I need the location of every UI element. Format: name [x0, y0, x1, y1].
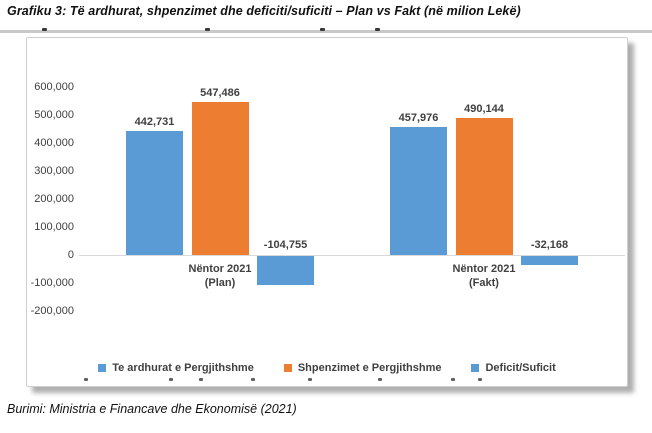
text-artifact — [251, 378, 255, 381]
legend-label: Te ardhurat e Pergjithshme — [112, 362, 254, 374]
chart-panel — [26, 37, 628, 387]
legend-label: Shpenzimet e Pergjithshme — [297, 362, 442, 374]
text-artifact — [375, 28, 380, 31]
x-axis-category-label: Nëntor 2021 — [452, 263, 516, 275]
legend-item-expenditures — [284, 362, 442, 374]
y-axis-tick-label: 400,000 — [34, 137, 74, 149]
text-artifact — [478, 378, 482, 381]
x-axis-category-label: (Fakt) — [469, 277, 499, 289]
y-axis-tick-label: -200,000 — [30, 305, 74, 317]
legend-item-revenues — [98, 362, 254, 374]
bar-value-label: 442,731 — [134, 116, 175, 129]
bar-revenues — [126, 131, 183, 255]
legend-item-deficit — [471, 362, 555, 374]
y-axis-tick-label: 600,000 — [34, 81, 74, 93]
y-axis-tick-label: 300,000 — [34, 165, 74, 177]
y-axis-tick-label: 100,000 — [34, 221, 74, 233]
bar-value-label: 457,976 — [398, 111, 439, 124]
chart-legend — [27, 359, 627, 377]
text-artifact — [308, 378, 312, 381]
x-axis-category-label: (Plan) — [204, 277, 236, 289]
text-artifact — [169, 378, 173, 381]
bar-value-label: -32,168 — [530, 239, 569, 251]
bar-revenues — [390, 127, 447, 255]
bar-value-label: -104,755 — [263, 239, 308, 251]
bar-value-label: 547,486 — [200, 86, 240, 99]
y-axis-tick-label: -100,000 — [30, 277, 74, 289]
text-artifact — [320, 28, 325, 31]
bar-expenditures — [456, 118, 513, 255]
x-axis-category-label: Nëntor 2021 — [188, 263, 252, 275]
text-artifact — [84, 378, 88, 381]
text-artifact — [205, 28, 210, 31]
horizontal-divider — [0, 30, 652, 33]
plot-area — [27, 38, 627, 386]
text-artifact — [378, 378, 382, 381]
text-artifact — [451, 378, 455, 381]
expenditures-legend-marker-icon — [284, 364, 292, 372]
text-artifact — [199, 378, 203, 381]
revenues-legend-marker-icon — [98, 364, 106, 372]
y-axis-tick-label: 200,000 — [34, 193, 74, 205]
deficit-legend-marker-icon — [471, 364, 479, 372]
legend-label: Deficit/Suficit — [485, 362, 556, 374]
source-caption: Burimi: Ministria e Financave dhe Ekonomisë (2021) — [7, 402, 297, 416]
bar-value-label: 490,144 — [464, 102, 504, 115]
bar-expenditures — [192, 102, 249, 255]
y-axis-tick-label: 0 — [67, 249, 74, 261]
y-axis-tick-label: 500,000 — [34, 109, 74, 121]
figure-title: Grafiku 3: Të ardhurat, shpenzimet dhe deficiti/suficiti – Plan vs Fakt (në milion Lekë) — [7, 4, 521, 18]
text-artifact — [42, 28, 47, 31]
